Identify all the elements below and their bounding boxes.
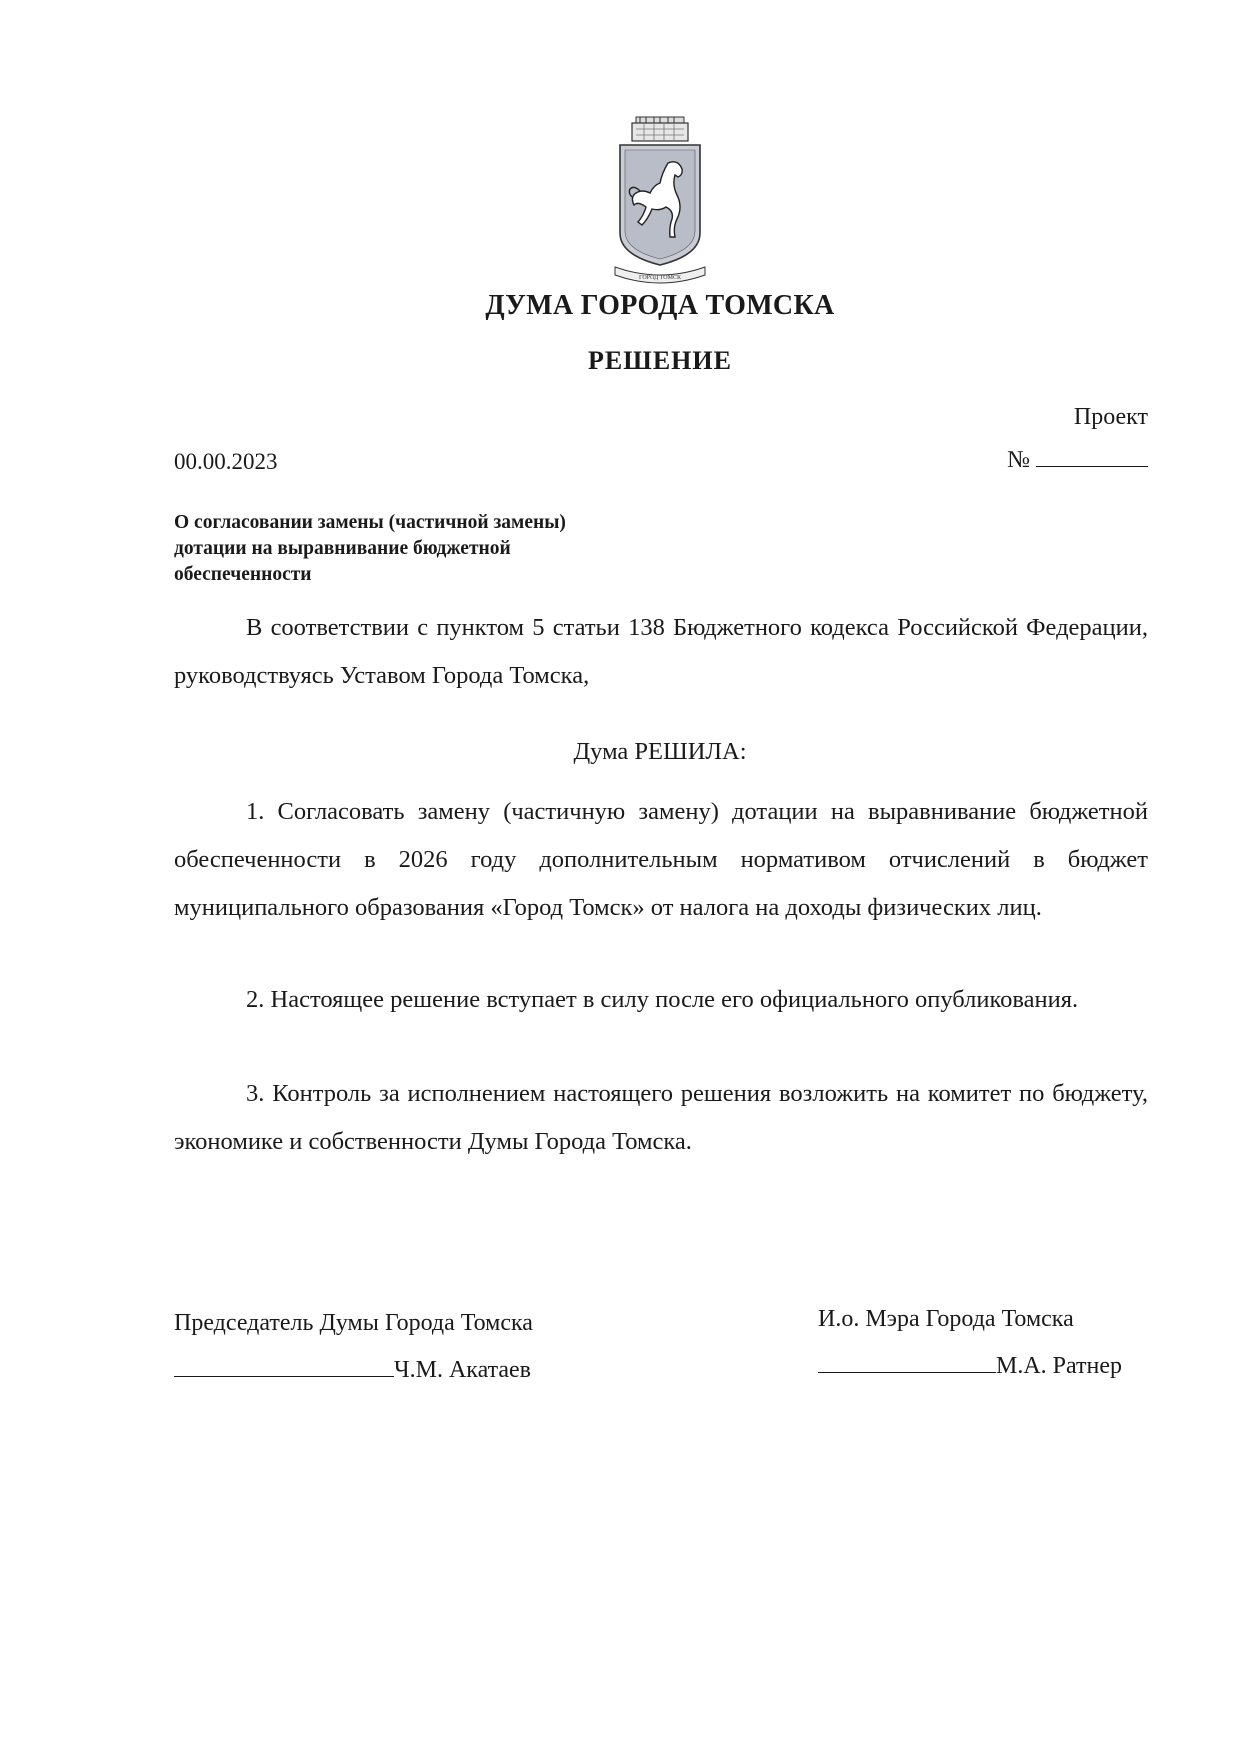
svg-text:ГОРОД ТОМСК: ГОРОД ТОМСК [639,275,681,281]
legal-basis-paragraph: В соответствии с пунктом 5 статьи 138 Бюджетного кодекса Российской Федерации, руководствуясь Уставом Города Томска, [174,614,1148,689]
signature-line [174,1354,394,1377]
document-type: РЕШЕНИЕ [588,346,732,375]
organization-title: ДУМА ГОРОДА ТОМСКА [485,290,835,321]
signature-line [818,1350,996,1373]
mayor-signature [818,1350,1122,1380]
number-blank-line [1036,444,1148,467]
chairman-signature [174,1354,531,1384]
decision-subject: О согласовании замены (частичной замены) дотации на выравнивание бюджетной обеспеченности [174,512,566,585]
decision-item-2: 2. Настоящее решение вступает в силу после его официального опубликования. [246,986,1079,1013]
mayor-title: И.о. Мэра Города Томска [818,1306,1074,1332]
document-number [1007,444,1148,474]
document-date: 00.00.2023 [174,449,278,474]
decision-item-1: 1. Согласовать замену (частичную замену) дотации на выравнивание бюджетной обеспеченности в 2026 году дополнительным нормативом отчислений в бюджет муниципального образования «Город Томск» от налога на доходы физических лиц. [174,798,1148,921]
decision-item-3: 3. Контроль за исполнением настоящего решения возложить на комитет по бюджету, экономике и собственности Думы Города Томска. [174,1080,1148,1155]
chairman-title: Председатель Думы Города Томска [174,1310,533,1336]
number-label: № [1007,447,1030,473]
mayor-name: М.А. Ратнер [996,1353,1123,1379]
draft-status: Проект [1073,404,1148,430]
chairman-name: Ч.М. Акатаев [394,1357,532,1383]
resolved-heading: Дума РЕШИЛА: [573,738,747,765]
tomsk-coat-of-arms-icon [610,115,710,290]
